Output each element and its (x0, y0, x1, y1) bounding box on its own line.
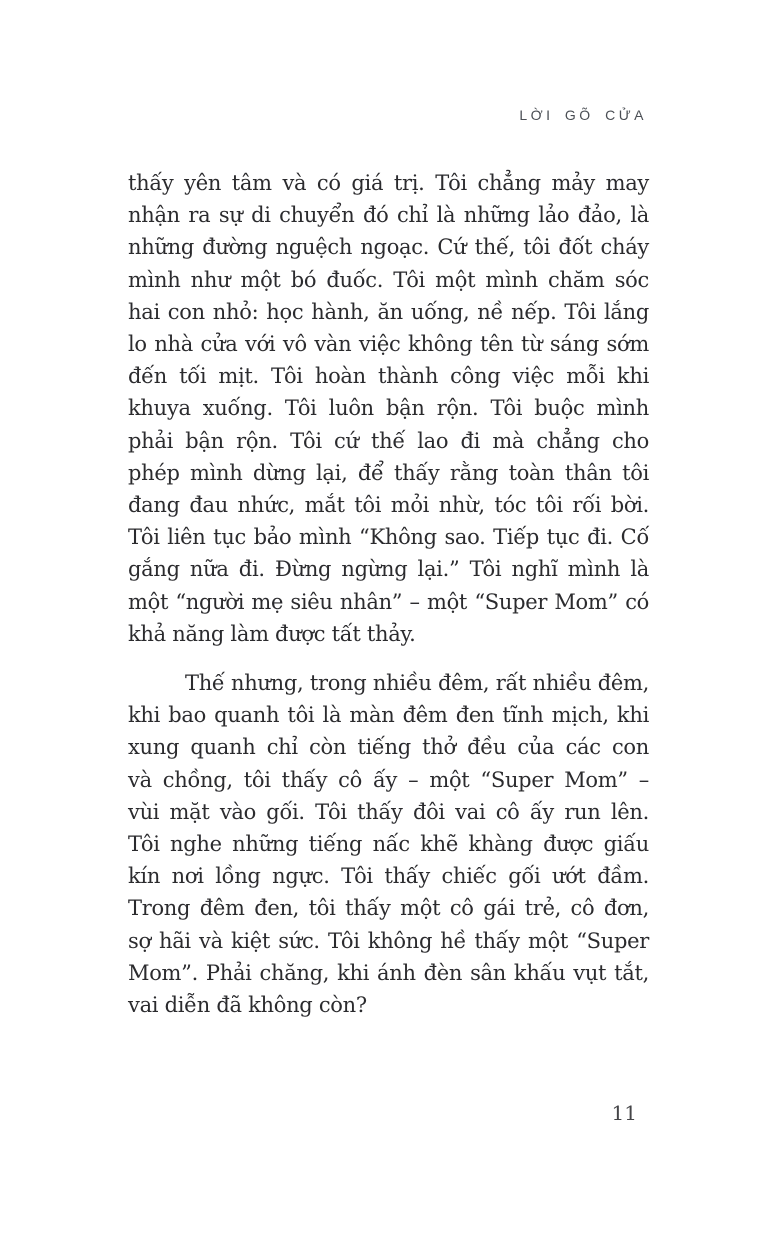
text-line: khả năng làm được tất thảy. (128, 621, 416, 646)
text-line: Mom”. Phải chăng, khi ánh đèn sân khấu vụt tắt, (128, 960, 649, 985)
text-line: hai con nhỏ: học hành, ăn uống, nề nếp. Tôi lắng (128, 299, 649, 324)
text-line: đang đau nhức, mắt tôi mỏi nhừ, tóc tôi rối bời. (128, 493, 649, 518)
text-line: vai diễn đã không còn? (128, 993, 367, 1018)
text-line: kín nơi lồng ngực. Tôi thấy chiếc gối ướt đầm. (128, 864, 649, 889)
text-line: và chồng, tôi thấy cô ấy – một “Super Mom” – (128, 767, 649, 792)
text-line: xung quanh chỉ còn tiếng thở đều của các con (128, 735, 649, 760)
text-line: khuya xuống. Tôi luôn bận rộn. Tôi buộc mình (128, 396, 649, 421)
running-header: LỜI GÕ CỬA (519, 107, 647, 123)
body-text-block (128, 167, 649, 1021)
page-number: 11 (611, 1101, 637, 1125)
text-line: một “người mẹ siêu nhân” – một “Super Mom” có (128, 589, 649, 614)
text-line: khi bao quanh tôi là màn đêm đen tĩnh mịch, khi (128, 703, 649, 728)
text-line: Tôi liên tục bảo mình “Không sao. Tiếp tục đi. Cố (128, 525, 649, 550)
text-line: thấy yên tâm và có giá trị. Tôi chẳng mảy may (128, 171, 649, 195)
paragraph (128, 667, 649, 1021)
text-line: đến tối mịt. Tôi hoàn thành công việc mỗi khi (128, 364, 649, 389)
text-line: mình như một bó đuốc. Tôi một mình chăm sóc (128, 267, 649, 292)
text-line: phép mình dừng lại, để thấy rằng toàn thân tôi (128, 460, 649, 485)
text-line: Thế nhưng, trong nhiều đêm, rất nhiều đêm, (185, 671, 649, 696)
text-line: vùi mặt vào gối. Tôi thấy đôi vai cô ấy run lên. (128, 799, 649, 824)
text-line: phải bận rộn. Tôi cứ thế lao đi mà chẳng cho (128, 428, 649, 453)
text-line: sợ hãi và kiệt sức. Tôi không hề thấy một “Super (128, 928, 649, 953)
text-line: những đường nguệch ngoạc. Cứ thế, tôi đốt cháy (128, 235, 649, 260)
text-line: Tôi nghe những tiếng nấc khẽ khàng được giấu (128, 832, 649, 857)
text-line: Trong đêm đen, tôi thấy một cô gái trẻ, cô đơn, (128, 896, 649, 921)
text-line: gắng nữa đi. Đừng ngừng lại.” Tôi nghĩ mình là (128, 557, 649, 582)
text-line: lo nhà cửa với vô vàn việc không tên từ sáng sớm (128, 332, 649, 357)
paragraph (128, 167, 649, 650)
text-line: nhận ra sự di chuyển đó chỉ là những lảo đảo, là (128, 203, 649, 228)
